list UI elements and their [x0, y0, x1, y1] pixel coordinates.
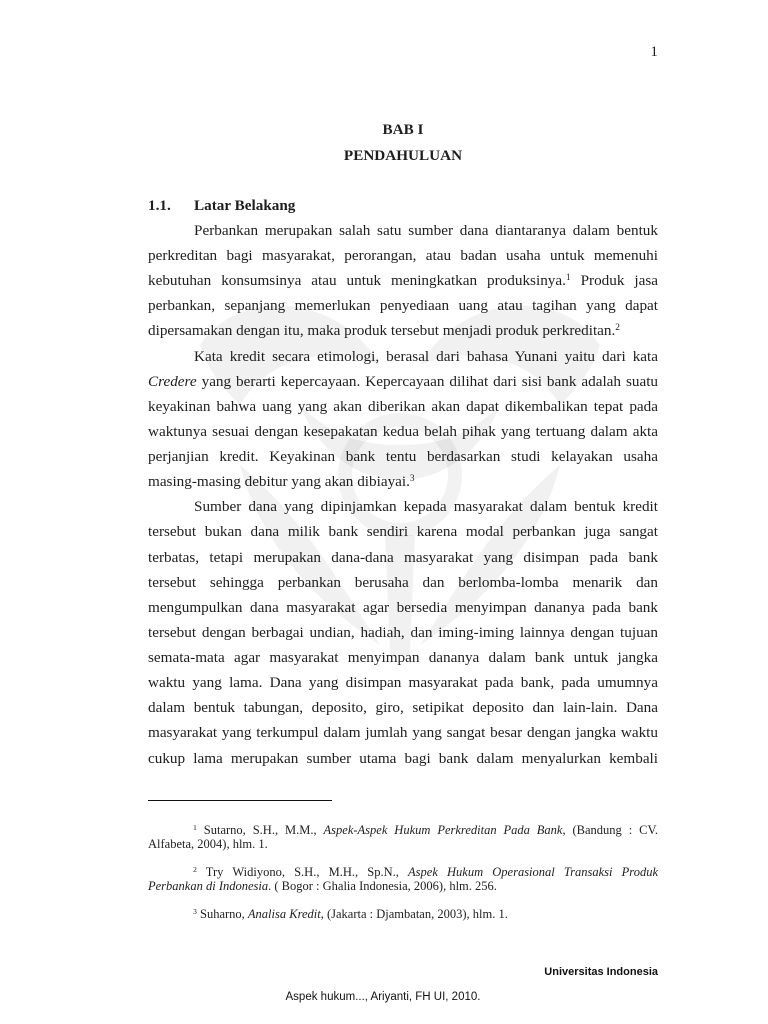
paragraph [148, 218, 658, 344]
body-line: masyarakat yang terkumpul dalam jumlah yang sangat besar dengan jangka waktu [148, 724, 658, 742]
main-text [148, 117, 658, 770]
footnote-title: Analisa Kredit, [247, 907, 324, 921]
footnote-line: Alfabeta, 2004), hlm. 1. [148, 837, 268, 851]
body-line: Perbankan merupakan salah satu sumber dana diantaranya dalam bentuk [194, 221, 658, 239]
body-text: Produk jasa [580, 272, 658, 290]
section-number: 1.1. [148, 196, 171, 214]
body-line: perbankan, sepanjang memerlukan penyediaan uang atau tagihan yang dapat [148, 297, 658, 315]
footer-citation: Aspek hukum..., Ariyanti, FH UI, 2010. [285, 991, 481, 1003]
footnote-ref: 3 [409, 473, 415, 484]
body-line: tersebut sehingga perbankan berusaha dan berlomba-lomba menarik dan [148, 573, 658, 591]
footnote-line [148, 865, 658, 879]
body-line: Sumber dana yang dipinjamkan kepada masyarakat dalam bentuk kredit [194, 498, 658, 516]
body-line: semata-mata agar masyarakat menyimpan dananya dalam bank untuk jangka [148, 649, 658, 666]
footnote-ref: 2 [615, 323, 620, 334]
footnote-marker: 1 [193, 822, 197, 832]
footnote-title: Aspek-Aspek Hukum Perkreditan Pada Bank [323, 823, 563, 837]
body-line: cukup lama merupakan sumber utama bagi bank dalam menyalurkan kembali [148, 749, 658, 767]
body-line: tersebut bukan dana milik bank sendiri karena modal perbankan juga sangat [148, 523, 658, 541]
body-line: keyakinan bahwa uang yang akan diberikan akan dapat dikembalikan tepat pada [148, 397, 658, 415]
page-number: 1 [650, 43, 658, 60]
body-text: kebutuhan konsumsinya atau untuk meningkatkan produksinya. [148, 272, 566, 290]
body-line [148, 369, 658, 394]
footnote [148, 907, 658, 921]
body-line: mengumpulkan dana masyarakat agar bersedia menyimpan dananya pada bank [148, 598, 658, 616]
footer-institution: Universitas Indonesia [544, 966, 658, 978]
footnote-text: Try Widiyono, S.H., M.H., Sp.N., [205, 865, 399, 879]
body-line: waktu yang lama. Dana yang disimpan masyarakat pada bank, pada umumnya [148, 674, 658, 692]
footnote-text: Sutarno, S.H., M.M., [203, 823, 317, 837]
footnotes [148, 823, 658, 921]
body-line: Kata kredit secara etimologi, berasal dari bahasa Yunani yaitu dari kata [194, 347, 658, 365]
footnote-line [148, 907, 658, 921]
chapter-label: BAB I [382, 121, 424, 139]
footnote [148, 865, 658, 893]
footnote [148, 823, 658, 851]
footnote-line [148, 879, 658, 893]
body-line: terbatas, tetapi merupakan dana-dana masyarakat yang disimpan pada bank [148, 548, 658, 566]
body-line: perjanjian kredit. Keyakinan bank tentu berdasarkan studi kelayakan usaha [148, 448, 658, 465]
footnote-text: Suharno, [200, 907, 245, 921]
body-line [148, 469, 658, 494]
body-line: tersebut dengan berbagai undian, hadiah, dan iming-iming lainnya dengan tujuan [148, 623, 658, 641]
body-text: dipersamakan dengan itu, maka produk tersebut menjadi produk perkreditan. [148, 322, 616, 340]
footnote-title: Aspek Hukum Operasional Transaksi Produk [408, 865, 659, 879]
body-line: perkreditan bagi masyarakat, perorangan, atau badan usaha untuk memenuhi [148, 247, 658, 264]
paragraph [148, 494, 658, 770]
italic-term: Credere [148, 372, 197, 390]
footnote-line [148, 823, 658, 837]
footnote-separator [148, 800, 332, 801]
paragraph [148, 344, 658, 495]
body-line: dalam bentuk tabungan, deposito, giro, setipikat deposito dan lain-lain. Dana [148, 699, 658, 717]
footnote-text: , (Bandung : CV. [562, 823, 658, 837]
blank-line [148, 168, 658, 193]
footnote-text: . ( Bogor : Ghalia Indonesia, 2006), hlm. 256. [268, 879, 497, 893]
footnote-marker: 3 [193, 906, 197, 916]
body-text: masing-masing debitur yang akan dibiayai. [148, 473, 410, 491]
body-text: yang berarti kepercayaan. Kepercayaan dilihat dari sisi bank adalah suatu [201, 372, 659, 390]
section-title: Latar Belakang [194, 196, 296, 214]
body-line: waktunya sesuai dengan kesepakatan kedua belah pihak yang tertuang dalam akta [148, 422, 658, 440]
body-line [148, 318, 658, 343]
body-line [148, 268, 658, 293]
footnote-text: (Jakarta : Djambatan, 2003), hlm. 1. [326, 907, 508, 921]
chapter-title: PENDAHULUAN [343, 146, 463, 164]
footnote-title: Perbankan di Indonesia [148, 879, 269, 893]
section-heading [148, 193, 658, 218]
footnote-ref: 1 [565, 272, 571, 283]
footnote-marker: 2 [193, 864, 197, 874]
